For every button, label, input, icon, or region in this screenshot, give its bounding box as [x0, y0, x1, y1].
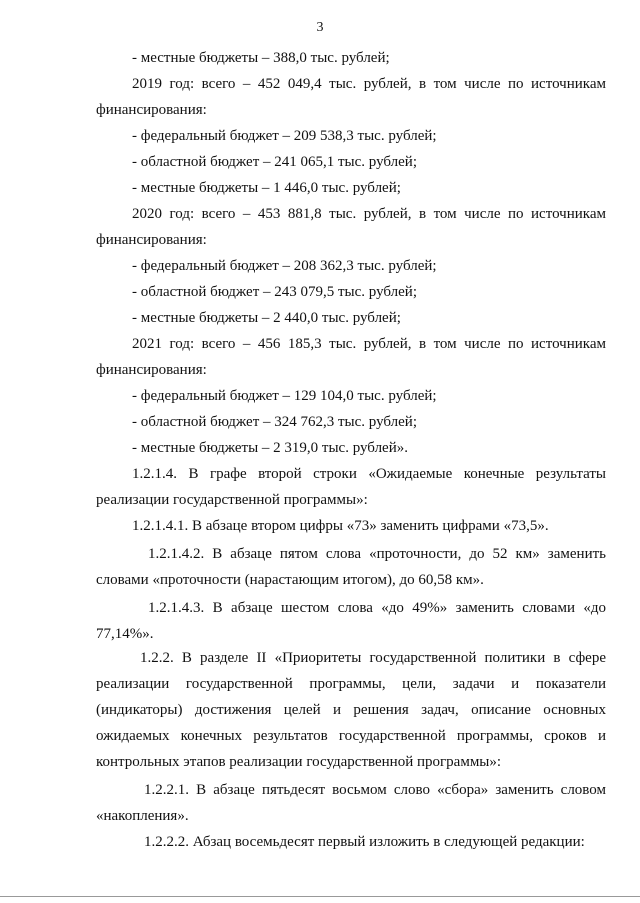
paragraph-federal-budget-2019: - федеральный бюджет – 209 538,3 тыс. рублей; [132, 128, 437, 144]
paragraph-local-budget-2020: - местные бюджеты – 2 440,0 тыс. рублей; [132, 310, 401, 326]
paragraph-1-2-1-4-1: 1.2.1.4.1. В абзаце втором цифры «73» заменить цифрами «73,5». [132, 518, 549, 534]
paragraph-regional-budget-2020: - областной бюджет – 243 079,5 тыс. рублей; [132, 284, 417, 300]
paragraph-1-2-1-4-3: 1.2.1.4.3. В абзаце шестом слова «до 49%» заменить словами «до 77,14%». [96, 600, 606, 642]
paragraph-year-2021-total: 2021 год: всего – 456 185,3 тыс. рублей, в том числе по источникам финансирования: [96, 336, 606, 378]
page-number: 3 [316, 20, 324, 35]
paragraph-regional-budget-2021: - областной бюджет – 324 762,3 тыс. рублей; [132, 414, 417, 430]
paragraph-local-budget-2019: - местные бюджеты – 1 446,0 тыс. рублей; [132, 180, 401, 196]
paragraph-federal-budget-2020: - федеральный бюджет – 208 362,3 тыс. рублей; [132, 258, 437, 274]
paragraph-1-2-2-2: 1.2.2.2. Абзац восемьдесят первый изложить в следующей редакции: [144, 834, 585, 850]
paragraph-local-budget-2021: - местные бюджеты – 2 319,0 тыс. рублей». [132, 440, 408, 456]
paragraph-1-2-1-4: 1.2.1.4. В графе второй строки «Ожидаемые конечные результаты реализации государственной программы»: [96, 466, 606, 508]
paragraph-1-2-1-4-2: 1.2.1.4.2. В абзаце пятом слова «проточности, до 52 км» заменить словами «проточности (нарастающим итогом), до 60,58 км». [96, 546, 606, 588]
paragraph-year-2020-total: 2020 год: всего – 453 881,8 тыс. рублей, в том числе по источникам финансирования: [96, 206, 606, 248]
paragraph-federal-budget-2021: - федеральный бюджет – 129 104,0 тыс. рублей; [132, 388, 437, 404]
paragraph-regional-budget-2019: - областной бюджет – 241 065,1 тыс. рублей; [132, 154, 417, 170]
page-bottom-divider [0, 896, 640, 897]
paragraph-local-budget-2018: - местные бюджеты – 388,0 тыс. рублей; [132, 50, 390, 66]
paragraph-1-2-2-1: 1.2.2.1. В абзаце пятьдесят восьмом слово «сбора» заменить словом «накопления». [96, 782, 606, 824]
paragraph-1-2-2: 1.2.2. В разделе II «Приоритеты государственной политики в сфере реализации государственной программы, цели, задачи и показатели (индикаторы) достижения целей и решения задач, описание основных ожидаемых конечных результатов государственной программы, сроков и контрольных этапов реализации государственной программы»: [96, 650, 606, 770]
paragraph-year-2019-total: 2019 год: всего – 452 049,4 тыс. рублей, в том числе по источникам финансирования: [96, 76, 606, 118]
